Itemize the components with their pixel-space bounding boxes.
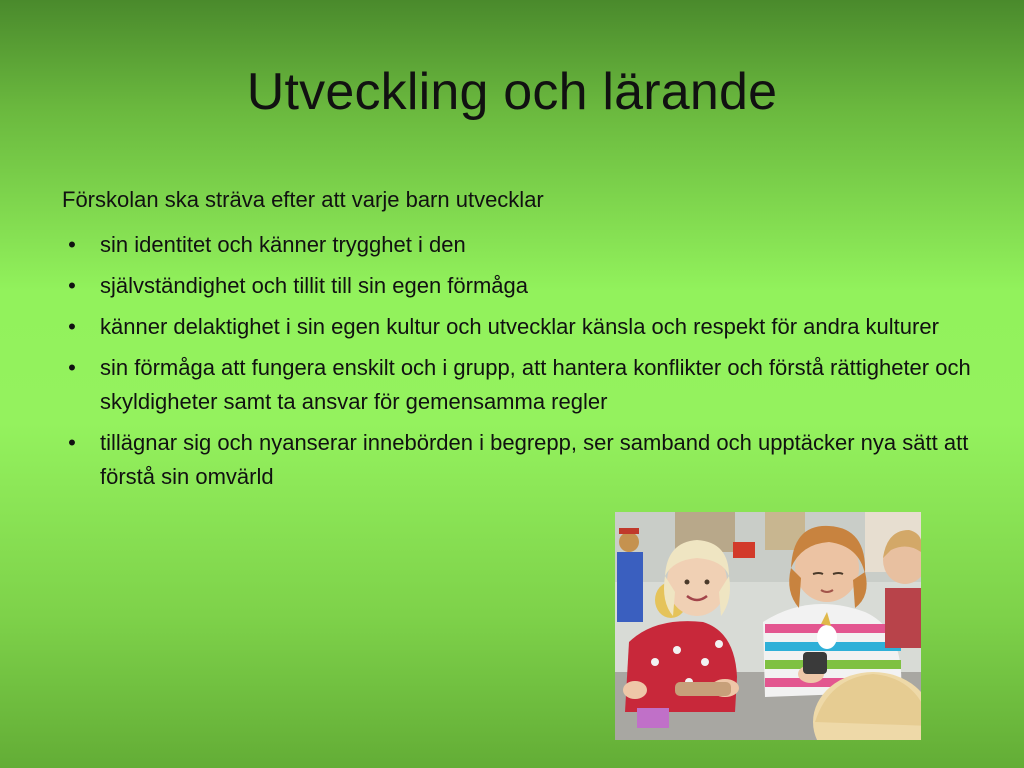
bullet-text: känner delaktighet i sin egen kultur och utvecklar känsla och respekt för andra kulturer — [100, 314, 939, 339]
bullet-icon: • — [68, 314, 76, 339]
bullet-text: sin förmåga att fungera enskilt och i grupp, att hantera konflikter och förstå rättigheter och skyldigheter samt ta ansvar för gemensamma regler — [100, 355, 971, 414]
children-photo — [615, 512, 921, 740]
bullet-item — [62, 269, 982, 303]
bullet-text: sin identitet och känner trygghet i den — [100, 232, 466, 257]
bullet-item — [62, 228, 982, 262]
bullet-icon: • — [68, 273, 76, 298]
bullet-text: tillägnar sig och nyanserar innebörden i begrepp, ser samband och upptäcker nya sätt att förstå sin omvärld — [100, 430, 969, 489]
bullet-item — [62, 310, 982, 344]
bullet-item — [62, 426, 982, 494]
bullet-icon: • — [68, 355, 76, 380]
children-photo-illustration — [615, 512, 921, 740]
bullet-list — [62, 228, 982, 501]
slide-title: Utveckling och lärande — [246, 63, 778, 121]
intro-text: Förskolan ska sträva efter att varje barn utvecklar — [62, 187, 544, 212]
bullet-icon: • — [68, 430, 76, 455]
bullet-text: självständighet och tillit till sin egen förmåga — [100, 273, 529, 298]
bullet-item — [62, 351, 982, 419]
bullet-icon: • — [68, 232, 76, 257]
